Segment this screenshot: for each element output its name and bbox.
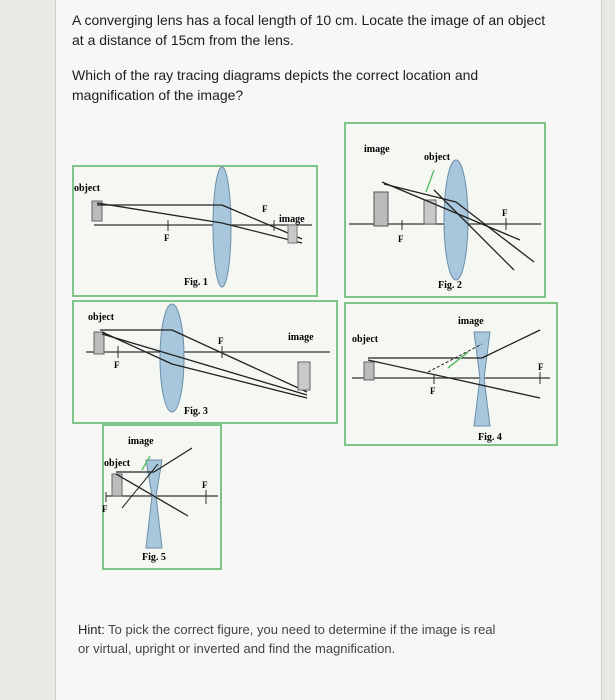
figure-3 [72, 300, 338, 424]
focal-label-right: F [262, 204, 268, 214]
focal-label-right: F [218, 336, 224, 346]
object-candle [94, 332, 104, 354]
figure-4 [344, 302, 558, 446]
image-label: image [364, 144, 390, 155]
image-label: image [279, 214, 305, 225]
converging-lens [213, 167, 231, 287]
figure-4-frame [345, 303, 557, 445]
prompt-line-2: magnification of the image? [72, 87, 244, 103]
object-label: object [104, 458, 131, 469]
object-candle [364, 362, 374, 380]
image-label: image [458, 316, 484, 327]
object-label: object [352, 334, 379, 345]
image-candle [288, 225, 297, 243]
focal-label-left: F [398, 234, 404, 244]
focal-label-left: F [114, 360, 120, 370]
focal-label-left: F [430, 386, 436, 396]
focal-label-right: F [202, 480, 208, 490]
focal-label-left: F [102, 504, 108, 514]
figure-caption: Fig. 1 [184, 277, 208, 288]
hint-text [78, 620, 583, 658]
object-label: object [424, 152, 451, 163]
object-label: object [88, 312, 115, 323]
figure-caption: Fig. 5 [142, 552, 166, 563]
object-label: object [74, 183, 101, 194]
hint-line-1: To pick the correct figure, you need to determine if the image is real [108, 622, 496, 637]
figure-2 [344, 122, 546, 298]
image-label: image [128, 436, 154, 447]
focal-label-left: F [164, 233, 170, 243]
question-line-1: A converging lens has a focal length of 10 cm. Locate the image of an object [72, 12, 546, 28]
hint-line-2: or virtual, upright or inverted and find the magnification. [78, 641, 396, 656]
image-candle [374, 192, 388, 226]
focal-label-right: F [502, 208, 508, 218]
hint-label: Hint: [78, 622, 105, 637]
image-candle [298, 362, 310, 390]
question-line-2: at a distance of 15cm from the lens. [72, 32, 294, 48]
figure-1 [72, 165, 318, 297]
figure-caption: Fig. 2 [438, 280, 462, 291]
figure-5 [102, 424, 222, 570]
prompt-line-1: Which of the ray tracing diagrams depicts the correct location and [72, 67, 479, 83]
figure-caption: Fig. 3 [184, 406, 208, 417]
figure-caption: Fig. 4 [478, 432, 502, 443]
focal-label-right: F [538, 362, 544, 372]
image-label: image [288, 332, 314, 343]
